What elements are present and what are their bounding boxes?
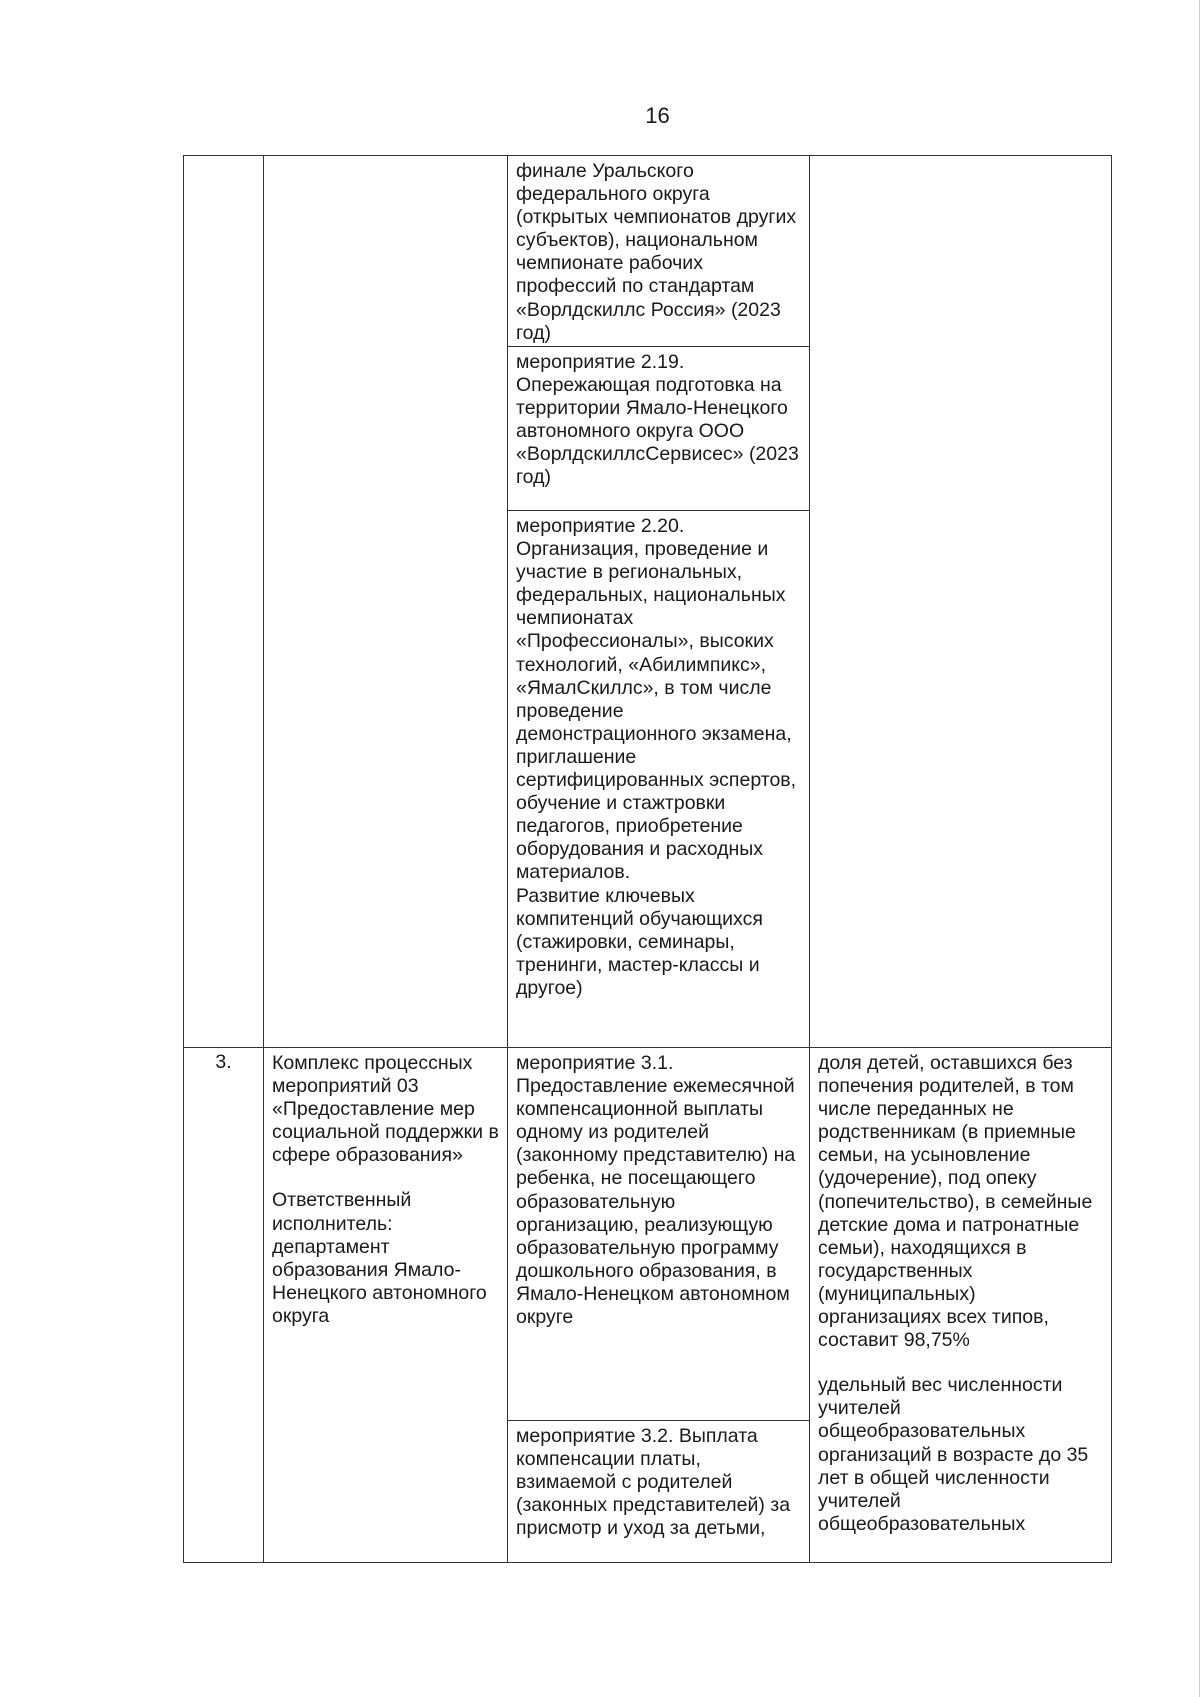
row-number-cell: [184, 156, 264, 1048]
event-cell: мероприятие 2.19. Опережающая подготовка на территории Ямало-Ненецкого автономного округа ООО «ВорлдскиллсСервисес» (2023 год): [508, 347, 810, 511]
page-number: 16: [645, 103, 670, 128]
table-row: [184, 1048, 1112, 1421]
section-title: Комплекс процессных мероприятий 03 «Предоставление мер социальной поддержки в сфере образования»: [272, 1052, 499, 1167]
event-cell: мероприятие 2.20. Организация, проведение и участие в региональных, федеральных, национальных чемпионатах «Профессионалы», высоких технологий, «Абилимпикс», «ЯмалСкиллс», в том числе проведение демонстрационного экзамена, приглашение сертифицированных эспертов, обучение и стажтровки педагогов, приобретение оборудования и расходных материалов. Развитие ключевых компитенций обучающихся (стажировки, семинары, тренинги, мастер-классы и другое): [508, 511, 810, 1048]
indicator-cell: [810, 1048, 1112, 1563]
responsible-executor: Ответственный исполнитель: департамент образования Ямало-Ненецкого автономного округа: [272, 1189, 487, 1327]
table-row: [184, 156, 1112, 347]
section-title-cell: [264, 156, 508, 1048]
event-cell: финале Уральского федерального округа (открытых чемпионатов других субъектов), национальном чемпионате рабочих профессий по стандартам «Ворлдскиллс Россия» (2023 год): [508, 156, 810, 347]
indicator-cell: [810, 156, 1112, 1048]
event-cell: мероприятие 3.2. Выплата компенсации платы, взимаемой с родителей (законных представителей) за присмотр и уход за детьми,: [508, 1421, 810, 1563]
spacer: [272, 1167, 499, 1189]
spacer: [818, 1352, 1103, 1374]
section-title-cell: [264, 1048, 508, 1563]
program-table: [183, 155, 1112, 1563]
event-cell: мероприятие 3.1. Предоставление ежемесячной компенсационной выплаты одному из родителей (законному представителю) на ребенка, не посещающего образовательную организацию, реализующую образовательную программу дошкольного образования, в Ямало-Ненецком автономном округе: [508, 1048, 810, 1421]
indicator-text: удельный вес численности учителей общеобразовательных организаций в возрасте до 35 лет в общей численности учителей общеобразовательных: [818, 1374, 1089, 1535]
row-number-cell: 3.: [184, 1048, 264, 1563]
indicator-text: доля детей, оставшихся без попечения родителей, в том числе переданных не родственникам (в приемные семьи, на усыновление (удочерение), под опеку (попечительство), в семейные детские дома и патронатные семьи), находящихся в государственных (муниципальных) организациях всех типов, составит 98,75%: [818, 1052, 1093, 1352]
